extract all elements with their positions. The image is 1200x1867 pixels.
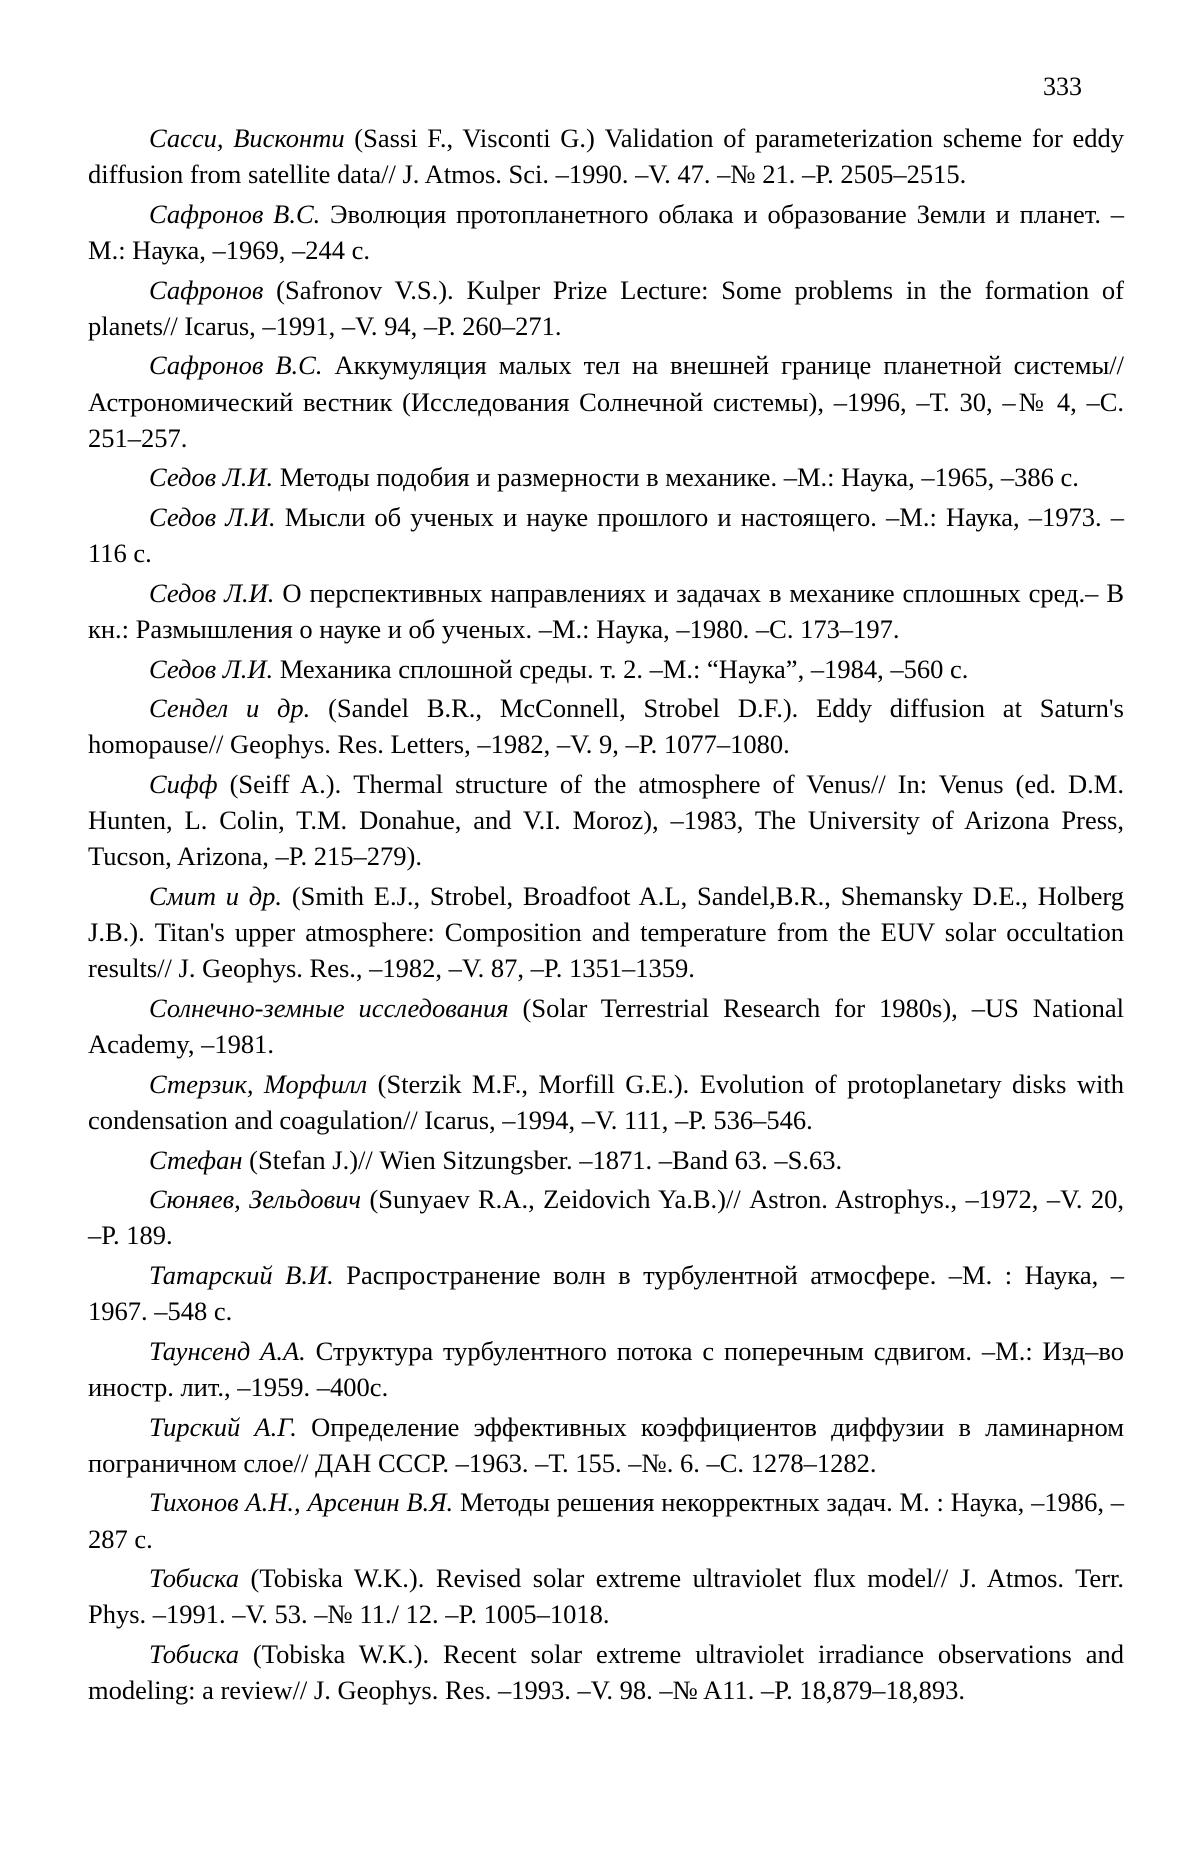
reference-item (88, 1484, 1124, 1556)
reference-author: Стерзик, Морфилл (149, 1069, 367, 1099)
reference-item (88, 575, 1124, 647)
reference-text: Мысли об ученых и науке прошлого и настоящего. –М.: Наука, –1973. –116 с. (88, 502, 1124, 568)
reference-item (88, 1333, 1124, 1405)
reference-list (88, 120, 1124, 1712)
reference-text: (Tobiska W.K.). Revised solar extreme ultraviolet flux model// J. Atmos. Terr. Phys. –1991. –V. 53. –№ 11./ 12. –P. 1005–1018. (88, 1563, 1124, 1629)
reference-text: Методы решения некорректных задач. М. : Наука, –1986, – 287 с. (88, 1487, 1124, 1553)
reference-item (88, 1560, 1124, 1632)
reference-item (88, 1181, 1124, 1253)
reference-author: Седов Л.И. (149, 462, 273, 492)
reference-text: (Stefan J.)// Wien Sitzungsber. –1871. –Band 63. –S.63. (243, 1145, 843, 1175)
reference-item (88, 651, 1124, 687)
reference-text: (Solar Terrestrial Research for 1980s), –US National Academy, –1981. (88, 993, 1124, 1059)
reference-text: О перспективных направлениях и задачах в механике сплошных сред.– В кн.: Размышления о науке и об ученых. –М.: Наука, –1980. –С. 173–197. (88, 578, 1124, 644)
reference-item (88, 690, 1124, 762)
reference-item (88, 1636, 1124, 1708)
reference-author: Седов Л.И. (149, 578, 274, 608)
reference-author: Сасси, Висконти (149, 123, 345, 153)
reference-text: (Sandel B.R., McConnell, Strobel D.F.). Eddy diffusion at Saturn's homopause// Geophys. Res. Letters, –1982, –V. 9, –P. 1077–1080. (88, 693, 1124, 759)
reference-text: (Sunyaev R.A., Zeidovich Ya.B.)// Astron. Astrophys., –1972, –V. 20, –P. 189. (88, 1184, 1124, 1250)
reference-author: Сюняев, Зельдович (149, 1184, 361, 1214)
reference-author: Таунсенд А.А. (149, 1336, 306, 1366)
reference-text: Определение эффективных коэффициентов диффузии в ламинарном пограничном слое// ДАН СССР. –1963. –Т. 155. –№. 6. –С. 1278–1282. (88, 1412, 1124, 1478)
reference-text: Эволюция протопланетного облака и образование Земли и планет. –М.: Наука, –1969, –244 с. (88, 199, 1124, 265)
reference-author: Стефан (149, 1145, 243, 1175)
reference-text: Аккумуляция малых тел на внешней границе планетной системы// Астрономический вестник (Исследования Солнечной системы), –1996, –Т. 30, –№ 4, –С. 251–257. (88, 350, 1124, 452)
reference-item (88, 196, 1124, 268)
reference-author: Тихонов А.Н., Арсенин В.Я. (149, 1487, 453, 1517)
reference-author: Сендел и др. (149, 693, 310, 723)
reference-author: Тобиска (149, 1639, 239, 1669)
reference-item (88, 347, 1124, 456)
reference-item (88, 878, 1124, 987)
reference-item (88, 1066, 1124, 1138)
reference-text: Распространение волн в турбулентной атмосфере. –М. : Наука, –1967. –548 с. (88, 1260, 1124, 1326)
reference-author: Смит и др. (149, 881, 282, 911)
reference-item (88, 1142, 1124, 1178)
reference-text: Структура турбулентного потока с поперечным сдвигом. –М.: Изд–во иностр. лит., –1959. –400с. (88, 1336, 1124, 1402)
reference-author: Татарский В.И. (149, 1260, 334, 1290)
reference-item (88, 990, 1124, 1062)
reference-text: (Tobiska W.K.). Recent solar extreme ultraviolet irradiance observations and modeling: a review// J. Geophys. Res. –1993. –V. 98. –№ A11. –P. 18,879–18,893. (88, 1639, 1124, 1705)
reference-text: Методы подобия и размерности в механике. –М.: Наука, –1965, –386 с. (273, 462, 1079, 492)
reference-item (88, 499, 1124, 571)
reference-author: Сифф (149, 769, 218, 799)
reference-item (88, 1257, 1124, 1329)
reference-text: (Seiff A.). Thermal structure of the atmosphere of Venus// In: Venus (ed. D.M. Hunten, L. Colin, T.M. Donahue, and V.I. Moroz), –1983, The University of Arizona Press, Tucson, Arizona, –P. 215–279). (88, 769, 1124, 871)
reference-author: Седов Л.И. (149, 654, 273, 684)
reference-author: Солнечно-земные исследования (149, 993, 509, 1023)
reference-item (88, 120, 1124, 192)
reference-item (88, 272, 1124, 344)
reference-item (88, 459, 1124, 495)
reference-author: Сафронов (149, 275, 263, 305)
reference-text: Механика сплошной среды. т. 2. –М.: “Наука”, –1984, –560 с. (273, 654, 968, 684)
reference-item (88, 766, 1124, 875)
reference-author: Тобиска (149, 1563, 239, 1593)
reference-text: (Smith E.J., Strobel, Broadfoot A.L, Sandel,B.R., Shemansky D.E., Holberg J.B.). Titan's upper atmosphere: Composition and temperature from the EUV solar occultation results// J. Geophys. Res., –1982, –V. 87, –P. 1351–1359. (88, 881, 1124, 983)
reference-author: Сафронов В.С. (149, 350, 322, 380)
reference-author: Седов Л.И. (149, 502, 276, 532)
reference-text: (Sterzik M.F., Morfill G.E.). Evolution of protoplanetary disks with condensation and coagulation// Icarus, –1994, –V. 111, –P. 536–546. (88, 1069, 1124, 1135)
reference-text: (Sassi F., Visconti G.) Validation of parameterization scheme for eddy diffusion from satellite data// J. Atmos. Sci. –1990. –V. 47. –№ 21. –P. 2505–2515. (88, 123, 1124, 189)
page-number: 333 (1043, 72, 1082, 102)
reference-text: (Safronov V.S.). Kulper Prize Lecture: Some problems in the formation of planets// Icarus, –1991, –V. 94, –P. 260–271. (88, 275, 1124, 341)
reference-item (88, 1409, 1124, 1481)
reference-author: Тирский А.Г. (149, 1412, 297, 1442)
reference-author: Сафронов В.С. (149, 199, 320, 229)
